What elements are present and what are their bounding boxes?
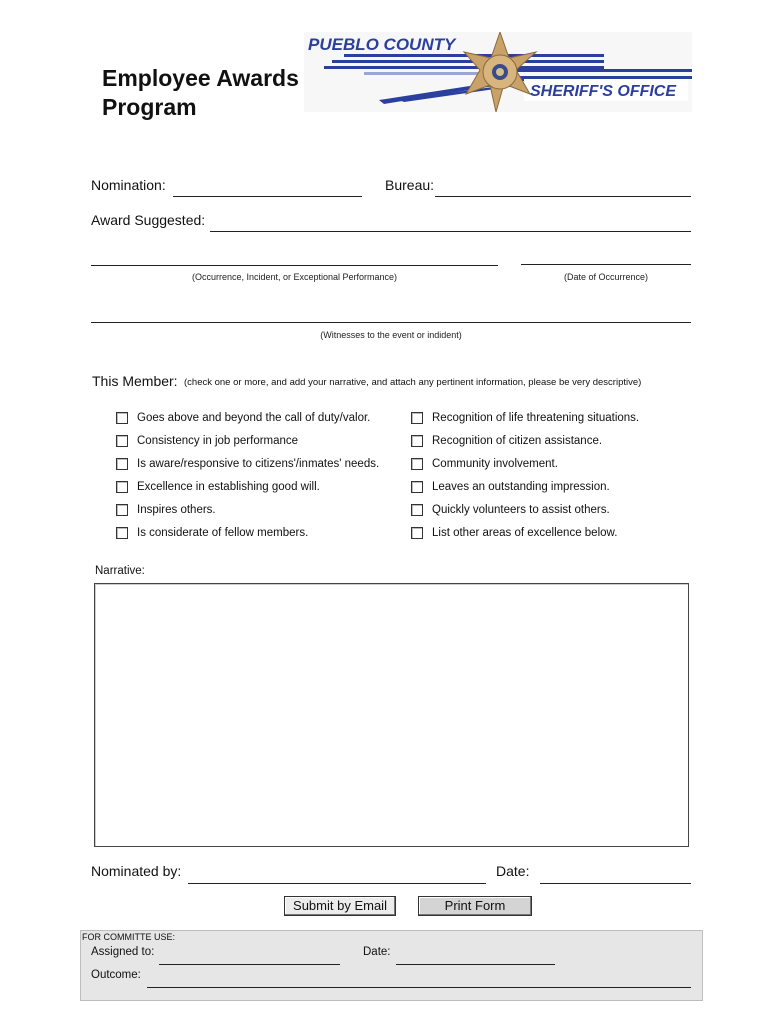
checkbox-row-responsive[interactable] (116, 455, 379, 473)
checkbox[interactable] (116, 435, 128, 447)
checkbox[interactable] (116, 527, 128, 539)
checkbox-label: Community involvement. (432, 458, 558, 470)
form-title-line1: Employee Awards (102, 65, 299, 91)
sheriff-logo-graphic (304, 32, 692, 112)
outcome-field[interactable] (147, 987, 691, 988)
checkbox[interactable] (116, 458, 128, 470)
this-member-label: This Member: (92, 373, 178, 389)
checkbox-label: Inspires others. (137, 504, 216, 516)
witnesses-caption: (Witnesses to the event or indident) (320, 330, 462, 340)
right-checkbox-column (411, 409, 639, 542)
checkbox-label: List other areas of excellence below. (432, 527, 618, 539)
bureau-field[interactable] (435, 196, 691, 197)
submit-by-email-button[interactable]: Submit by Email (284, 896, 396, 916)
nomination-label: Nomination: (91, 177, 166, 193)
sheriff-logo (304, 32, 692, 112)
left-checkbox-column (116, 409, 379, 542)
nominated-by-label: Nominated by: (91, 863, 182, 879)
logo-top-text: PUEBLO COUNTY (308, 35, 456, 54)
checkbox-label: Consistency in job performance (137, 435, 299, 447)
checkbox[interactable] (411, 412, 423, 424)
checkbox-row-impression[interactable] (411, 478, 639, 496)
checkbox-row-inspires[interactable] (116, 501, 379, 519)
narrative-textarea[interactable] (94, 583, 689, 847)
checkbox[interactable] (116, 504, 128, 516)
witnesses-field[interactable] (91, 322, 691, 323)
checkbox-label: Recognition of citizen assistance. (432, 435, 603, 447)
nominated-by-field[interactable] (188, 883, 486, 884)
award-suggested-label: Award Suggested: (91, 212, 206, 228)
checkbox[interactable] (411, 527, 423, 539)
print-form-button[interactable]: Print Form (418, 896, 532, 916)
checkbox-row-consistency[interactable] (116, 432, 379, 450)
form-title (102, 64, 299, 122)
outcome-label: Outcome: (91, 969, 141, 981)
checkbox-row-good-will[interactable] (116, 478, 379, 496)
bureau-label: Bureau: (385, 177, 435, 193)
logo-bottom-text: SHERIFF'S OFFICE (530, 83, 677, 100)
footer-date-label: Date: (496, 863, 530, 879)
checkbox-row-life-threatening[interactable] (411, 409, 639, 427)
footer-date-field[interactable] (540, 883, 691, 884)
form-title-line2: Program (102, 94, 197, 120)
assigned-to-field[interactable] (159, 964, 340, 965)
date-of-occurrence-caption: (Date of Occurrence) (563, 272, 649, 282)
committee-date-label: Date: (363, 946, 391, 958)
assigned-to-label: Assigned to: (91, 946, 155, 958)
checkbox[interactable] (411, 435, 423, 447)
checkbox-row-community[interactable] (411, 455, 639, 473)
checkbox-row-duty-valor[interactable] (116, 409, 379, 427)
committee-heading: FOR COMMITTE USE: (82, 932, 175, 942)
checkbox-label: Is aware/responsive to citizens'/inmates' needs. (137, 458, 380, 470)
checkbox-row-volunteers[interactable] (411, 501, 639, 519)
checkbox-label: Goes above and beyond the call of duty/valor. (137, 412, 371, 424)
date-of-occurrence-field[interactable] (521, 264, 691, 265)
checkbox-row-considerate[interactable] (116, 524, 379, 542)
checkbox[interactable] (116, 412, 128, 424)
checkbox[interactable] (116, 481, 128, 493)
checkbox-label: Excellence in establishing good will. (137, 481, 320, 493)
checkbox-label: Quickly volunteers to assist others. (432, 504, 610, 516)
occurrence-field[interactable] (91, 265, 498, 266)
checkbox[interactable] (411, 481, 423, 493)
this-member-note: (check one or more, and add your narrative, and attach any pertinent information, please be very descriptive) (184, 377, 642, 388)
checkbox-row-citizen-assistance[interactable] (411, 432, 639, 450)
checkbox-label: Leaves an outstanding impression. (432, 481, 610, 493)
checkbox-label: Is considerate of fellow members. (137, 527, 309, 539)
checkbox-row-other-areas[interactable] (411, 524, 639, 542)
checkbox-label: Recognition of life threatening situations. (432, 412, 640, 424)
nomination-field[interactable] (173, 196, 362, 197)
committee-use-panel (80, 930, 703, 1001)
occurrence-caption: (Occurrence, Incident, or Exceptional Performance) (191, 272, 398, 282)
checkbox[interactable] (411, 504, 423, 516)
narrative-label: Narrative: (95, 565, 145, 577)
checkbox[interactable] (411, 458, 423, 470)
award-suggested-field[interactable] (210, 231, 691, 232)
committee-date-field[interactable] (396, 964, 555, 965)
